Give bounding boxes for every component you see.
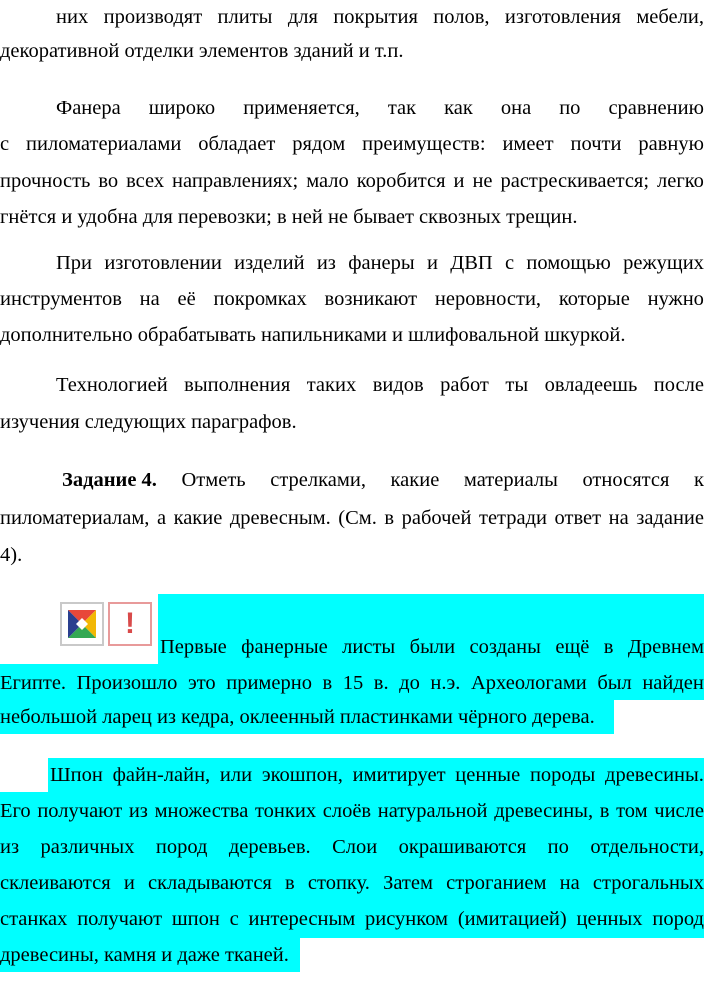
word: созданы xyxy=(469,636,541,658)
word: рисунком xyxy=(365,908,449,930)
word: рабочей xyxy=(401,507,472,529)
word: натуральной xyxy=(377,800,488,822)
word: почти xyxy=(570,133,622,155)
word: на xyxy=(559,872,580,894)
word: в xyxy=(603,636,614,658)
word: какие xyxy=(173,507,223,529)
word: изделий xyxy=(234,252,305,274)
word: с xyxy=(504,252,515,274)
word: относятся xyxy=(582,469,670,491)
word: Затем xyxy=(383,872,433,894)
word: складываются xyxy=(147,872,272,894)
word: Археологами xyxy=(470,672,587,694)
word: файн-лайн, xyxy=(112,764,211,786)
word: древесным. xyxy=(229,507,331,529)
word: до xyxy=(399,672,420,694)
word: имитирует xyxy=(352,764,446,786)
word: после xyxy=(653,374,704,396)
word: как xyxy=(444,97,473,119)
word: найден xyxy=(642,672,704,694)
word: широко xyxy=(148,97,216,119)
word: а xyxy=(156,507,167,529)
word: (имитацией) xyxy=(457,908,567,930)
word: множества xyxy=(154,800,249,822)
word: строганием xyxy=(446,872,547,894)
word: экошпон, xyxy=(261,764,343,786)
word: При xyxy=(56,252,93,274)
word: пиломатериалами xyxy=(26,133,182,155)
highlight-2-line-2 xyxy=(0,794,704,828)
word: деревьев. xyxy=(228,836,311,858)
word: задание xyxy=(636,507,704,529)
word: строгальных xyxy=(592,872,704,894)
paragraph-1-line-2: декоративной отделки элементов зданий и т.п. xyxy=(0,40,404,62)
word: на xyxy=(608,507,629,529)
word: так xyxy=(387,97,417,119)
word: породы xyxy=(529,764,596,786)
word: Слои xyxy=(332,836,378,858)
word: с xyxy=(229,908,239,930)
word: легко xyxy=(657,170,704,192)
word: или xyxy=(219,764,253,786)
paragraph-4-line-1 xyxy=(0,368,704,402)
word: фанерные xyxy=(241,636,328,658)
paragraph-2-line-4: гнётся и удобна для перевозки; в ней не бывает сквозных трещин. xyxy=(0,206,578,228)
word: древесины. xyxy=(605,764,704,786)
word: изготовления xyxy=(504,6,621,28)
task-line-1 xyxy=(0,463,704,497)
word: в. xyxy=(373,672,389,694)
word: режущих xyxy=(623,252,704,274)
picture-icon xyxy=(60,602,104,646)
word: инструментов xyxy=(0,288,122,310)
highlight-2-line-1 xyxy=(0,758,704,792)
word: покрытия xyxy=(333,6,418,28)
highlight-2-line-3 xyxy=(0,830,704,864)
word: тонких xyxy=(254,800,317,822)
highlight-2-line-6: древесины, камня и даже тканей. xyxy=(0,944,289,966)
word: какие xyxy=(390,469,440,491)
paragraph-1-line-1 xyxy=(0,0,704,34)
word: неровности, xyxy=(434,288,542,310)
word: листы xyxy=(342,636,396,658)
word: и xyxy=(426,252,438,274)
word: (См. xyxy=(338,507,377,529)
word: рядом xyxy=(292,133,346,155)
word: склеиваются xyxy=(0,872,111,894)
word: по xyxy=(559,97,581,119)
word: применяется, xyxy=(243,97,360,119)
paragraph-2-line-3 xyxy=(0,164,704,198)
word: Египте. xyxy=(0,672,67,694)
word: преимуществ: xyxy=(362,133,486,155)
word: том xyxy=(616,800,648,822)
paragraph-4-line-2: изучения следующих параграфов. xyxy=(0,411,297,433)
paragraph-3-line-3: дополнительно обрабатывать напильниками и шлифовальной шкуркой. xyxy=(0,324,626,346)
word: был xyxy=(597,672,632,694)
word: нужно xyxy=(647,288,704,310)
highlight-1-line-3: небольшой ларец из кедра, оклеенный пластинками чёрного дерева. xyxy=(0,706,595,728)
word: направлениях; xyxy=(172,170,299,192)
word: работ xyxy=(440,374,489,396)
word: древесины, xyxy=(494,800,594,822)
word: она xyxy=(500,97,532,119)
word: в xyxy=(384,507,395,529)
word: ответ xyxy=(554,507,602,529)
word: по xyxy=(547,836,569,858)
word: покромках xyxy=(213,288,307,310)
word: из xyxy=(316,252,336,274)
word: 15 xyxy=(342,672,364,694)
word: для xyxy=(287,6,318,28)
word: тетради xyxy=(479,507,548,529)
word: изготовлении xyxy=(104,252,222,274)
word: стопку. xyxy=(307,872,370,894)
word: Шпон xyxy=(50,764,103,786)
word: Технологией xyxy=(56,374,168,396)
paragraph-3-line-2 xyxy=(0,282,704,316)
picture-icon-graphic xyxy=(62,604,102,644)
word: прочность xyxy=(0,170,91,192)
word: мебели, xyxy=(636,6,704,28)
word: фанеры xyxy=(348,252,415,274)
word: ценные xyxy=(455,764,521,786)
word: из xyxy=(0,836,20,858)
word: в xyxy=(285,872,295,894)
word: в xyxy=(322,672,333,694)
word: пород xyxy=(652,908,704,930)
word: возникают xyxy=(324,288,418,310)
word: в xyxy=(599,800,610,822)
highlight-2-line-4 xyxy=(0,866,704,900)
word: равную xyxy=(638,133,704,155)
word: Его xyxy=(0,800,31,822)
paragraph-2-line-2 xyxy=(0,127,704,161)
word: Фанера xyxy=(56,97,121,119)
word: всех xyxy=(126,170,165,192)
word: помощью xyxy=(526,252,611,274)
highlight-1-line-1 xyxy=(160,630,704,664)
word: сравнению xyxy=(608,97,704,119)
word: из xyxy=(128,800,148,822)
highlight-2-line-5 xyxy=(0,902,704,936)
word: станках xyxy=(0,908,68,930)
word: плиты xyxy=(217,6,273,28)
word: шпон xyxy=(171,908,220,930)
word: Древнем xyxy=(627,636,704,658)
highlight-1-line-2 xyxy=(0,666,704,700)
word: были xyxy=(409,636,456,658)
word: видов xyxy=(372,374,424,396)
paragraph-2-line-1 xyxy=(0,91,704,125)
word: различных xyxy=(40,836,135,858)
word: не xyxy=(472,170,493,192)
word: к xyxy=(693,469,704,491)
word: пород xyxy=(155,836,208,858)
highlight-band-top xyxy=(158,594,704,634)
word: получают xyxy=(37,800,123,822)
word: и xyxy=(123,872,135,894)
paragraph-3-line-1 xyxy=(0,246,704,280)
word: отдельности, xyxy=(590,836,704,858)
word: Отметь xyxy=(181,469,246,491)
word: обладает xyxy=(198,133,276,155)
word: числе xyxy=(654,800,704,822)
word: это xyxy=(187,672,216,694)
word: с xyxy=(0,133,10,155)
word: овладеешь xyxy=(544,374,638,396)
word: которые xyxy=(558,288,630,310)
word: ты xyxy=(505,374,529,396)
exclamation-icon xyxy=(108,602,152,646)
word: выполнения xyxy=(184,374,291,396)
word: них xyxy=(56,6,89,28)
word: таких xyxy=(306,374,357,396)
word: мало xyxy=(306,170,349,192)
word: пиломатериалам, xyxy=(0,507,150,529)
word: полов, xyxy=(433,6,490,28)
word: интересным xyxy=(248,908,356,930)
word: окрашиваются xyxy=(398,836,527,858)
word: ещё xyxy=(555,636,590,658)
word: н.э. xyxy=(430,672,461,694)
task-label: Задание 4. xyxy=(62,469,157,491)
word: и xyxy=(453,170,465,192)
word: Произошло xyxy=(76,672,178,694)
word: её xyxy=(177,288,196,310)
exclamation-glyph: ! xyxy=(125,607,135,640)
word: растрескивается; xyxy=(500,170,650,192)
word: стрелками, xyxy=(270,469,366,491)
word: слоёв xyxy=(322,800,372,822)
word: получают xyxy=(77,908,163,930)
word: на xyxy=(139,288,160,310)
task-line-2 xyxy=(0,501,704,535)
word: ДВП xyxy=(450,252,493,274)
word: коробится xyxy=(356,170,446,192)
task-line-3: 4). xyxy=(0,544,23,566)
word: ценных xyxy=(576,908,643,930)
word: имеет xyxy=(502,133,554,155)
word: во xyxy=(98,170,119,192)
word: материалы xyxy=(463,469,558,491)
word: Первые xyxy=(160,636,227,658)
word: производят xyxy=(103,6,203,28)
word: примерно xyxy=(226,672,312,694)
